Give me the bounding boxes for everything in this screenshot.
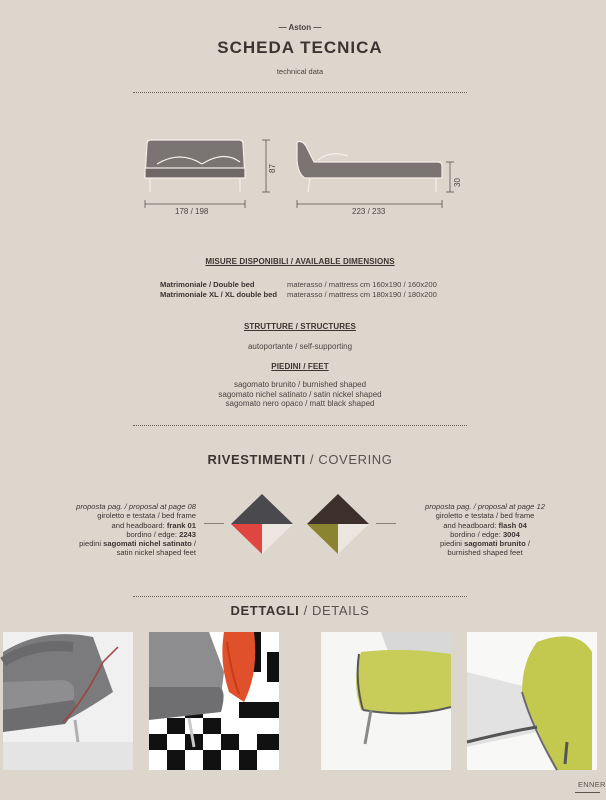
headboard-value-left: frank 01	[166, 520, 196, 530]
page-title: SCHEDA TECNICA	[217, 38, 383, 57]
covering-title	[0, 452, 600, 467]
feet-list	[0, 380, 600, 409]
length-label: 223 / 233	[352, 207, 386, 216]
dimensions-heading: MISURE DISPONIBILI / AVAILABLE DIMENSIONS	[205, 257, 395, 266]
headboard-value-right: flash 04	[498, 520, 527, 530]
dimension-value: materasso / mattress cm 180x190 / 180x200	[287, 289, 437, 299]
edge-value-right: 3004	[502, 529, 520, 539]
covering-title-light: / COVERING	[305, 452, 393, 467]
divider	[133, 92, 467, 93]
covering-right-text	[402, 502, 568, 558]
proposal-page-right: proposta pag. / proposal at page 12	[425, 502, 545, 511]
dimensions-table	[160, 280, 460, 299]
divider	[133, 425, 467, 426]
feet-heading: PIEDINI / FEET	[271, 362, 329, 371]
edge-label-left: bordino / edge:	[126, 529, 180, 539]
feet-item: sagomato nero opaco / matt black shaped	[225, 399, 375, 408]
front-view-icon	[145, 140, 245, 192]
covering-title-bold: RIVESTIMENTI	[207, 452, 306, 467]
feet-item: sagomato nichel satinato / satin nickel shaped	[218, 389, 382, 399]
feet-desc-left: satin nickel shaped feet	[116, 548, 196, 558]
details-title	[0, 603, 600, 618]
side-height-label: 30	[452, 178, 462, 187]
brand-footer: ENNER	[578, 780, 606, 789]
swatch-left-bottom-left	[231, 524, 262, 554]
divider	[133, 596, 467, 597]
swatch-left-top	[231, 494, 293, 524]
model-name: — Aston —	[278, 23, 322, 32]
proposal-page-left: proposta pag. / proposal at page 08	[76, 502, 196, 511]
dimension-name: Matrimoniale XL / XL double bed	[160, 289, 278, 299]
dimension-row	[160, 280, 460, 290]
feet-value-right: sagomati brunito	[464, 539, 526, 549]
dimension-name: Matrimoniale / Double bed	[160, 280, 255, 289]
frame-label-right: giroletto e testata / bed frame	[435, 511, 535, 521]
swatch-right-bottom-left	[307, 524, 338, 554]
details-title-bold: DETTAGLI	[230, 603, 300, 618]
feet-sep-left: /	[191, 539, 196, 549]
edge-value-left: 2243	[179, 529, 196, 539]
swatch-left	[231, 494, 293, 554]
headboard-label-right: and headboard:	[443, 520, 499, 530]
swatch-right-bottom-right	[338, 524, 369, 554]
side-view-icon	[297, 142, 442, 193]
feet-item: sagomato brunito / burnished shaped	[233, 380, 367, 389]
details-title-light: / DETAILS	[299, 603, 370, 618]
width-label: 178 / 198	[175, 207, 209, 216]
divider-short	[376, 523, 396, 524]
swatch-right	[307, 494, 369, 554]
feet-label-right: piedini	[440, 539, 465, 549]
dimension-value: materasso / mattress cm 160x190 / 160x200	[287, 280, 437, 289]
feet-value-left: sagomati nichel satinato	[103, 539, 192, 549]
headboard-label-left: and headboard:	[111, 520, 167, 530]
structures-heading: STRUTTURE / STRUCTURES	[244, 322, 356, 331]
footer-line	[575, 792, 600, 793]
swatch-left-bottom-right	[262, 524, 293, 554]
height-label: 87	[267, 164, 277, 173]
structures-value: autoportante / self-supporting	[247, 342, 353, 351]
divider-short	[204, 523, 224, 524]
feet-label-left: piedini	[79, 539, 104, 549]
swatch-right-top	[307, 494, 369, 524]
feet-desc-right: burnished shaped feet	[447, 548, 523, 558]
edge-label-right: bordino / edge:	[450, 529, 503, 539]
page-subtitle: technical data	[276, 67, 324, 76]
detail-photo-2	[149, 632, 279, 770]
detail-photo-1	[3, 632, 133, 770]
feet-sep-right: /	[525, 539, 530, 549]
frame-label-left: giroletto e testata / bed frame	[97, 511, 196, 521]
detail-photo-4	[467, 632, 597, 770]
dimension-row	[160, 290, 460, 300]
detail-photo-3	[321, 632, 451, 770]
covering-left-text	[30, 502, 196, 558]
